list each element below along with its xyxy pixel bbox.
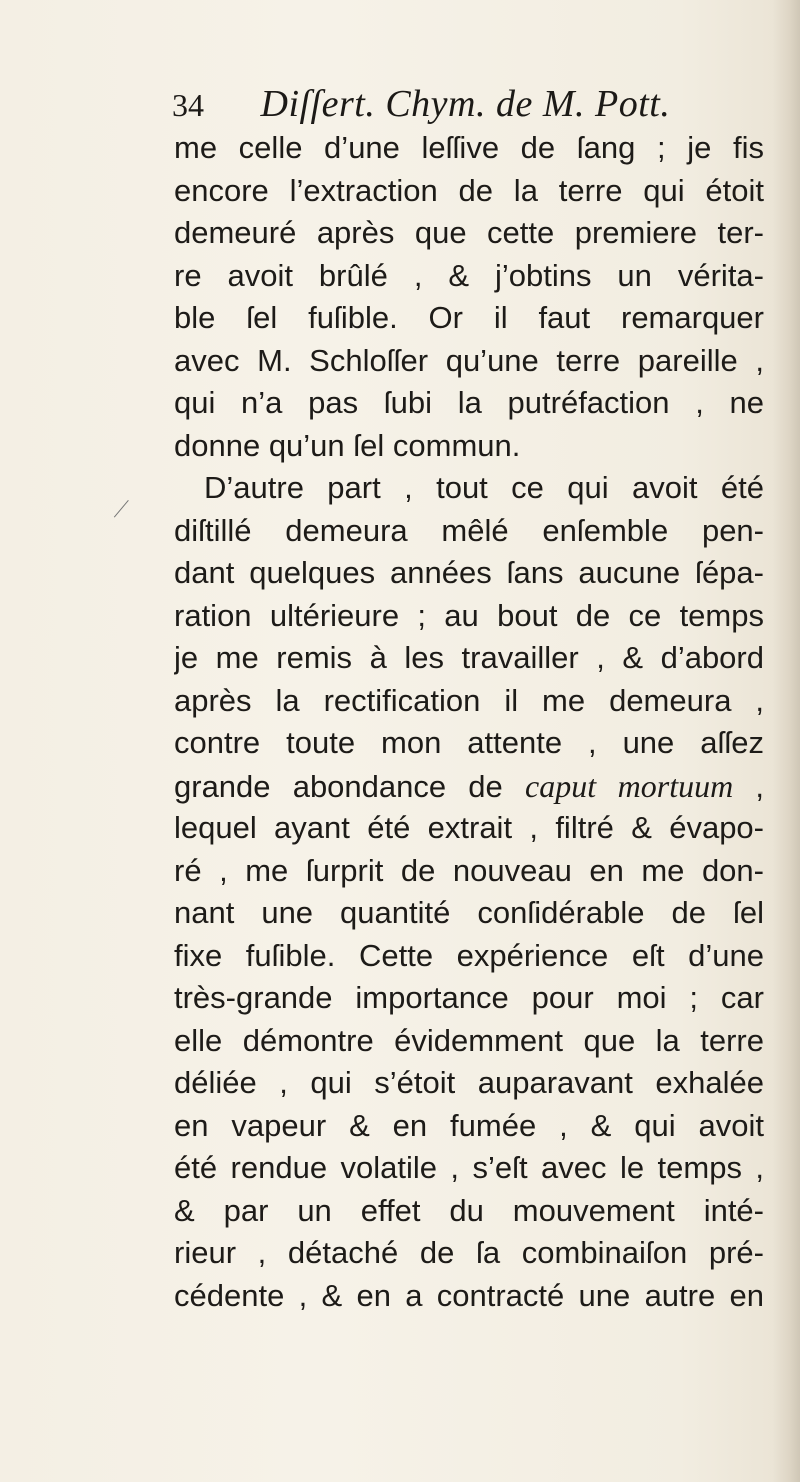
italic-term: caput mortuum — [524, 767, 734, 804]
text-line: contre toute mon attente , une aſſez — [174, 725, 764, 760]
text-line: très-grande importance pour moi ; car — [174, 980, 764, 1015]
text-segment: , — [733, 768, 764, 804]
page-edge-shadow — [772, 0, 800, 1482]
text-line: me celle d’une leſſive de ſang ; je fis — [174, 130, 764, 165]
text-line-with-italic — [174, 765, 764, 808]
text-line: donne qu’un ſel commun. — [174, 427, 521, 463]
text-line: je me remis à les travailler , & d’abord — [174, 640, 764, 675]
page-number: 34 — [172, 87, 204, 123]
text-line: ration ultérieure ; au bout de ce temps — [174, 597, 764, 633]
text-line: & par un effet du mouvement inté- — [174, 1192, 764, 1228]
text-line: fixe fuſible. Cette expérience eſt d’une — [174, 937, 764, 973]
text-line: encore l’extraction de la terre qui étoit — [174, 172, 764, 208]
text-line: avec M. Schloſſer qu’une terre pareille , — [174, 342, 764, 378]
text-line: nant une quantité conſidérable de ſel — [174, 895, 764, 930]
text-line: ble ſel fuſible. Or il faut remarquer — [174, 300, 764, 335]
text-line: dant quelques années ſans aucune ſépa- — [174, 555, 764, 590]
text-line: qui n’a pas ſubi la putréfaction , ne — [174, 385, 764, 420]
body-text — [174, 127, 764, 1317]
text-line: lequel ayant été extrait , filtré & évapo- — [174, 810, 764, 845]
text-line: diſtillé demeura mêlé enſemble pen- — [174, 512, 764, 548]
text-line: été rendue volatile , s’eſt avec le temps , — [174, 1150, 764, 1185]
text-line: en vapeur & en fumée , & qui avoit — [174, 1107, 764, 1143]
text-line: demeuré après que cette premiere ter- — [174, 215, 764, 250]
text-line: cédente , & en a contracté une autre en — [174, 1277, 764, 1313]
text-line: re avoit brûlé , & j’obtins un vérita- — [174, 257, 764, 293]
text-line: rieur , détaché de ſa combinaiſon pré- — [174, 1235, 764, 1270]
text-line: elle démontre évidemment que la terre — [174, 1022, 764, 1058]
text-line: après la rectification il me demeura , — [174, 682, 764, 718]
text-line: déliée , qui s’étoit auparavant exhalée — [174, 1065, 764, 1100]
paragraph-start-line: D’autre part , tout ce qui avoit été — [204, 470, 764, 505]
margin-pencil-mark — [114, 500, 143, 529]
running-header — [172, 82, 732, 132]
text-segment: grande abondance de — [174, 768, 525, 804]
running-title: Diſſert. Chym. de M. Pott. — [260, 83, 671, 125]
text-line: ré , me ſurprit de nouveau en me don- — [174, 852, 764, 888]
